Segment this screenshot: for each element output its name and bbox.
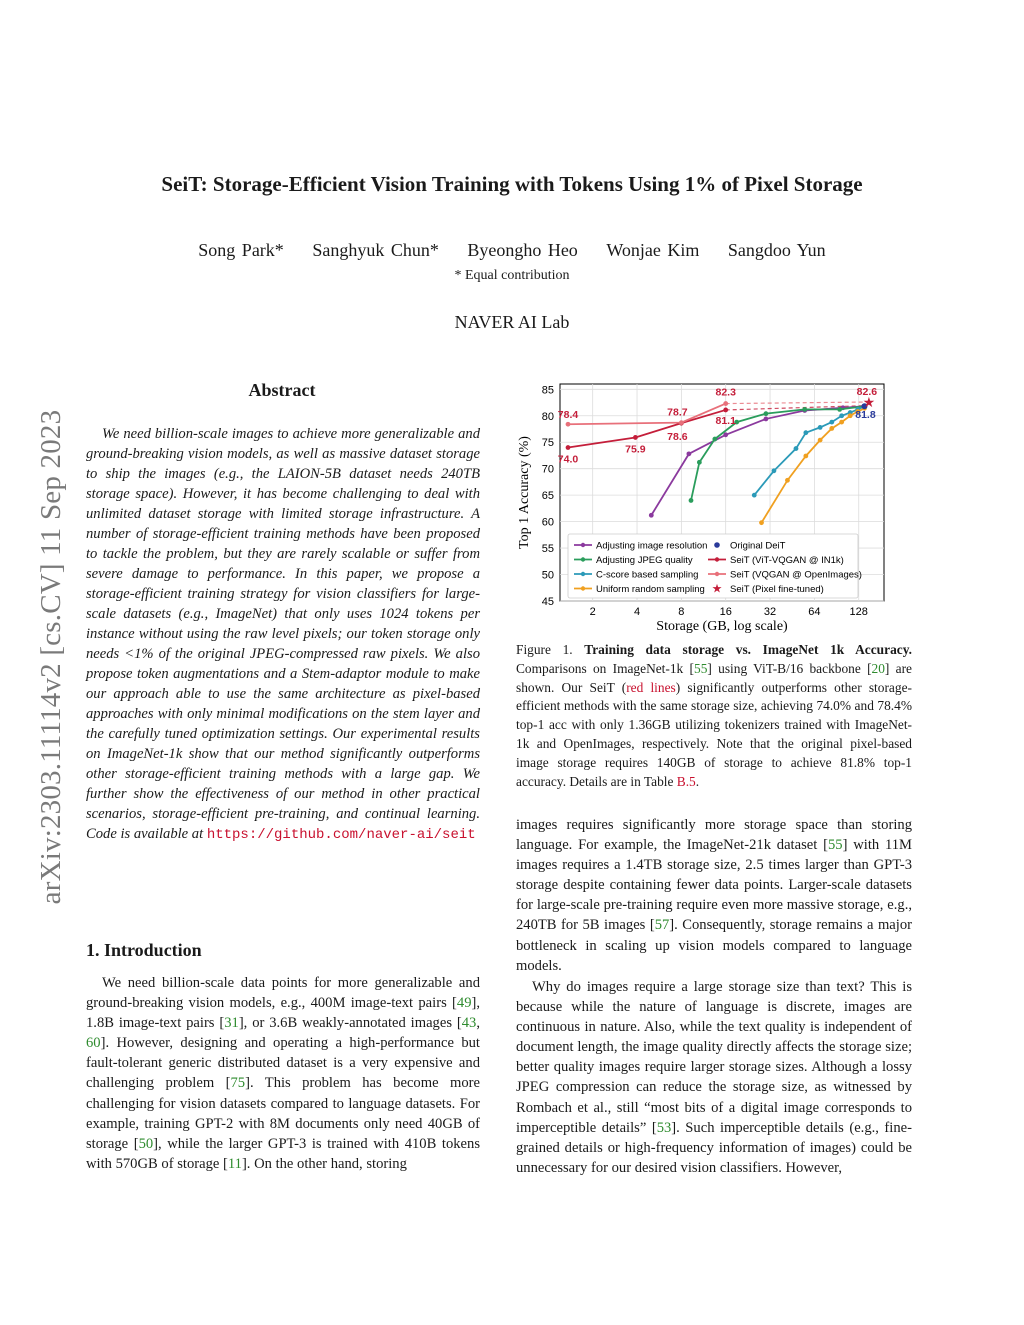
data-point (697, 460, 702, 465)
legend-swatch-marker (581, 543, 585, 547)
text-run: We need billion-scale data points for more generalizable and ground-breaking vision models, e.g., 400M image-text pairs [ (86, 975, 480, 1012)
intro-heading: 1. Introduction (86, 940, 202, 960)
author-list (0, 240, 1024, 261)
y-tick-label: 65 (541, 490, 554, 503)
text-run: ]. However, designing and operating a high-performance but fault-tolerant generic distributed dataset is a very expensive and challenging problem [ (86, 1035, 480, 1092)
data-point (803, 454, 808, 459)
y-tick-label: 70 (541, 463, 554, 476)
y-tick-label: 45 (541, 596, 554, 608)
data-point (566, 422, 571, 427)
author-4: Wonjae Kim (606, 240, 700, 260)
x-tick-label: 128 (849, 606, 868, 618)
star-marker: ★ (862, 393, 876, 410)
data-point (848, 413, 853, 418)
legend-label: SeiT (Pixel fine-tuned) (730, 584, 824, 595)
legend-swatch-marker (581, 557, 585, 561)
data-label: 81.1 (715, 414, 736, 427)
figure-1-caption (516, 641, 912, 791)
citation-ref[interactable]: 20 (871, 660, 885, 676)
data-point (723, 432, 728, 437)
author-2: Sanghyuk Chun* (312, 240, 439, 260)
arxiv-id: arXiv:2303.11114v2 [cs.CV] 11 Sep 2023 (35, 409, 67, 905)
data-label: 78.6 (667, 431, 688, 444)
y-tick-label: 55 (541, 543, 554, 556)
data-point (785, 478, 790, 483)
legend-swatch-marker (714, 542, 720, 548)
data-point (712, 437, 717, 442)
data-point (839, 413, 844, 418)
y-tick-label: 75 (541, 437, 554, 450)
legend-label: Original DeiT (730, 540, 786, 552)
citation-ref[interactable]: 49 (456, 995, 472, 1012)
legend-swatch-marker (715, 572, 719, 576)
data-label: 74.0 (557, 453, 579, 466)
legend-star-marker: ★ (711, 581, 723, 596)
text-run: ) significantly outperforms other storage-efficient methods with the same storage size, achieving 74.0% and 78.4% top-1 acc with only 1.36GB utilizing tokenizers trained with ImageNet-1k and OpenImages, respectively. Note that the original pixel-based image storage requires 140GB of storage to achieve 81.8% top-1 accuracy. Details are in Table (516, 679, 912, 789)
citation-ref[interactable]: red lines (626, 679, 676, 695)
text-run: . (695, 773, 700, 789)
citation-ref[interactable]: 53 (656, 1119, 672, 1136)
text-run: ]. Such imperceptible details (e.g., fine-grained details or high-frequency information of images) could be unnecessary for our desired vision classifiers. However, (516, 1119, 912, 1176)
citation-ref[interactable]: 55 (694, 660, 708, 676)
x-axis-label: Storage (GB, log scale) (656, 619, 788, 634)
data-point (723, 401, 728, 406)
chart-svg (512, 380, 912, 636)
citation-ref[interactable]: 57 (654, 917, 670, 934)
text-run: ], or 3.6B weakly-annotated images [ (238, 1015, 462, 1032)
code-link[interactable]: https://github.com/naver-ai/seit (206, 827, 476, 843)
intro-paragraph-1 (86, 973, 480, 1174)
y-axis-label: Top 1 Accuracy (%) (517, 436, 532, 549)
equal-contribution-note: * Equal contribution (454, 268, 570, 283)
citation-ref[interactable]: 11 (227, 1155, 242, 1172)
data-point (818, 438, 823, 443)
text-run: Figure 1. (516, 642, 585, 657)
author-5: Sangdoo Yun (727, 240, 826, 260)
data-point (723, 408, 728, 413)
text-run: ] with 11M images requires a 1.4TB storage size, 2.5 times larger than GPT-3 storage despite containing fewer data points. Larger-scale datasets for large-scale pre-training require even more massive storage, e.g., 240TB for 5B images [ (516, 837, 912, 934)
text-run: ] are shown. Our SeiT ( (516, 660, 913, 695)
data-point (764, 417, 769, 422)
legend (568, 534, 862, 598)
text-run: ] using ViT-B/16 backbone [ (707, 660, 872, 676)
legend-swatch-marker (581, 572, 585, 576)
data-point (649, 513, 654, 518)
data-label: 78.7 (667, 406, 688, 419)
arxiv-stamp (28, 352, 74, 962)
data-point (818, 425, 823, 430)
text-run: , (476, 1015, 480, 1032)
data-label: 75.9 (625, 443, 646, 456)
x-tick-label: 2 (589, 606, 596, 618)
text-run: Training data storage vs. ImageNet 1k Accuracy. (584, 642, 913, 657)
abstract-text: We need billion-scale images to achieve more generalizable and ground-breaking vision models, as well as massive dataset storage to ship the images (e.g., the LAION-5B dataset needs 240TB storage space). However, it has become challenging to deal with unlimited dataset storage with limited storage infrastructure. A number of storage-efficient training methods have been proposed to tackle the problem, but they are rarely scalable or suffer from severe damage to performance. In this paper, we propose a storage-efficient training strategy for vision classifiers for large-scale datasets (e.g., ImageNet) that only uses 1024 tokens per instance without using the raw level pixels; our token storage only needs <1% of the original JPEG-compressed raw pixels. We also propose token augmentations and a Stem-adaptor module to make our approach able to use the same architecture as pixel-based approaches with only minimal modifications on the stem layer and the carefully tuned optimization settings. Our experimental results on ImageNet-1k show that our method significantly outperforms other storage-efficient training methods with a large gap. We further show the effectiveness of our method in other practical scenarios, storage-efficient pre-training, and continual learning. Code is available at (86, 426, 480, 842)
x-tick-label: 32 (763, 606, 777, 618)
data-point (752, 493, 757, 498)
citation-ref[interactable]: 55 (827, 837, 843, 854)
y-tick-label: 60 (541, 516, 554, 529)
data-label: 82.3 (715, 386, 736, 399)
text-run: ]. Consequently, storage remains a major bottleneck in scaling up vision models compared to language models. (516, 917, 912, 974)
citation-ref[interactable]: 50 (138, 1135, 154, 1152)
text-run: ]. On the other hand, storing (241, 1155, 407, 1172)
citation-ref[interactable]: 31 (224, 1015, 239, 1032)
legend-label: Adjusting image resolution (596, 540, 708, 552)
data-label: 81.8 (855, 409, 876, 422)
citation-ref[interactable]: 75 (230, 1075, 246, 1092)
abstract-heading: Abstract (248, 380, 316, 400)
data-point (772, 468, 777, 473)
x-tick-label: 16 (719, 606, 732, 618)
intro-paragraph-2 (516, 815, 912, 976)
figure-1-chart (512, 380, 912, 636)
text-run: ]. This problem has become more challenging for vision datasets compared to language datasets. For example, training GPT-2 with 8M documents only need 40GB of storage [ (86, 1075, 480, 1152)
text-run: Comparisons on ImageNet-1k [ (516, 660, 694, 676)
legend-label: Adjusting JPEG quality (596, 555, 693, 566)
affiliation: NAVER AI Lab (454, 312, 570, 332)
legend-label: Uniform random sampling (596, 584, 705, 595)
citation-ref[interactable]: B.5 (676, 773, 696, 789)
data-point (566, 445, 571, 450)
data-point (689, 498, 694, 503)
y-tick-label: 85 (541, 384, 554, 397)
data-point (764, 411, 769, 416)
citation-ref[interactable]: 60 (86, 1035, 101, 1052)
data-point (802, 407, 807, 412)
legend-label: SeiT (ViT-VQGAN @ IN1k) (730, 555, 844, 566)
x-tick-label: 4 (633, 606, 641, 618)
text-run: ], while the larger GPT-3 is trained with 410B tokens with 570GB of storage [ (86, 1135, 480, 1172)
data-point (679, 420, 684, 425)
data-point (686, 451, 691, 456)
citation-ref[interactable]: 43 (461, 1015, 477, 1032)
data-point (794, 446, 799, 451)
intro-paragraph-3 (516, 977, 912, 1178)
y-tick-label: 50 (541, 569, 554, 582)
text-run: ], 1.8B image-text pairs [ (86, 995, 480, 1032)
text-run: Why do images require a large storage size than text? This is because while the nature of language is discrete, images are continuous in nature. Also, while the text quality is independent of document length, the image quality directly affects the storage size; better quality images require larger storage sizes. Although a lossy JPEG compression can reduce the storage size, as witnessed by Rombach et al., still “most bits of a digital image corresponds to imperceptible details” [ (516, 979, 912, 1136)
data-label: 82.6 (856, 385, 878, 398)
abstract-body (86, 424, 480, 845)
legend-label: C-score based sampling (596, 569, 699, 581)
author-1: Song Park* (198, 240, 284, 260)
x-tick-label: 64 (808, 606, 821, 618)
paper-title: SeiT: Storage-Efficient Vision Training with Tokens Using 1% of Pixel Storage (161, 172, 863, 196)
y-tick-label: 80 (541, 410, 554, 423)
legend-label: SeiT (VQGAN @ OpenImages) (730, 569, 862, 581)
data-point (803, 430, 808, 435)
data-point (829, 420, 834, 425)
data-point (829, 426, 834, 431)
data-point (633, 435, 638, 440)
data-label: 78.4 (557, 409, 579, 422)
data-point (837, 407, 842, 412)
author-3: Byeongho Heo (467, 240, 578, 260)
data-point (759, 520, 764, 525)
data-point (839, 420, 844, 425)
x-tick-label: 8 (678, 606, 685, 618)
legend-swatch-marker (715, 557, 719, 561)
text-run: images requires significantly more storage space than storing language. For example, the ImageNet-21k dataset [ (516, 817, 912, 854)
legend-swatch-marker (581, 586, 585, 590)
